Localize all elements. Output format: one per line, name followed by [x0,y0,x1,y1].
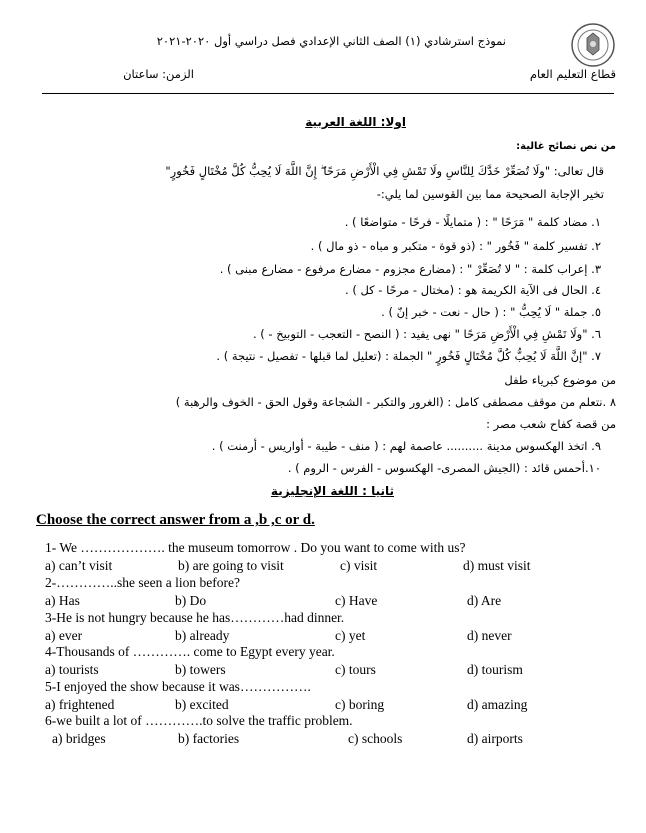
option-a: a) bridges [52,731,106,746]
arabic-question: ٥. جملة " لَا يُحِبُّ " : ( حال - نعت - خبر إنّ ) . [381,305,601,319]
arabic-question: ٣. إعراب كلمة : " لا تُصَعِّرْ " : (مضارع مجزوم - مضارع مرفوع - مضارع مبنى ) . [219,262,601,276]
arabic-section-title: اولا: اللغة العربية [305,115,406,129]
header-divider [42,93,614,94]
option-b: b) Do [175,593,207,608]
question-stem: 5-I enjoyed the show because it was……………. [45,679,311,694]
arabic-instruction: تخير الإجابة الصحيحة مما بين القوسين لما يلي:- [376,187,604,201]
option-c: c) boring [335,697,385,712]
option-a: a) Has [45,593,80,608]
arabic-question: ٢. تفسير كلمة " فَخُور " : (ذو قوة - متكبر و مباه - ذو مال ) . [310,239,601,253]
exam-duration: الزمن: ساعتان [123,67,194,81]
option-c: c) visit [340,558,378,573]
option-a: a) frightened [45,697,115,712]
option-b: b) excited [175,697,229,712]
option-a: a) can’t visit [45,558,113,573]
arabic-subtitle: من نص نصائح غالية: [516,141,616,152]
topic-line-2: من قصة كفاح شعب مصر : [486,417,616,431]
option-c: c) yet [335,628,366,643]
arabic-question: ١. مضاد كلمة " مَرَحًا " : ( متمايلًا - فرحًا - متواضعًا ) . [344,215,601,229]
option-d: d) must visit [463,558,531,573]
arabic-question-9: ٩. اتخذ الهكسوس مدينة .......... عاصمة لهم : ( منف - طيبة - أواريس - أرمنت ) . [211,439,601,453]
option-d: d) amazing [467,697,528,712]
question-stem: 2-…………..she seen a lion before? [45,575,240,590]
question-stem: 1- We ………………. the museum tomorrow . Do you want to come with us? [45,540,466,555]
ministry-seal-icon [570,22,616,68]
question-stem: 6-we built a lot of ………….to solve the traffic problem. [45,713,353,728]
sector-label: قطاع التعليم العام [529,67,616,81]
option-b: b) are going to visit [178,558,284,573]
option-c: c) Have [335,593,378,608]
arabic-question: ٧. "إنَّ اللَّهَ لَا يُحِبُّ كُلَّ مُخْتَالٍ فَخُورٍ " الجملة : (تعليل لما قبلها - تفصيل - نتيجة ) . [216,349,601,363]
arabic-question-8: ٨ .نتعلم من موقف مصطفى كامل : (الغرور والتكبر - الشجاعة وقول الحق - الخوف والرهبة ) [175,395,616,409]
topic-line: من موضوع كبرياء طفل [504,373,616,387]
option-d: d) airports [467,731,523,746]
option-c: c) tours [335,662,376,677]
option-b: b) towers [175,662,226,677]
option-c: c) schools [348,731,403,746]
english-instruction: Choose the correct answer from a ,b ,c or d. [36,512,315,528]
arabic-question-10: ١٠.أحمس قائد : (الجيش المصرى- الهكسوس - الفرس - الروم ) . [287,461,601,475]
option-d: d) never [467,628,512,643]
question-stem: 4-Thousands of …………. come to Egypt every year. [45,644,335,659]
english-section-title: ثانيا : اللغة الإنجليزية [270,484,394,498]
arabic-question: ٤. الحال فى الآية الكريمة هو : (مختال - مرحًا - كل ) . [345,283,601,297]
option-a: a) ever [45,628,83,643]
quran-verse: قال تعالى: "ولَا تُصَعِّرْ خَدَّكَ لِلنَّاسِ ولَا تَمْشِ فِي الْأَرْضِ مَرَحًا ۖ إِنَّ اللَّهَ لَا يُحِبُّ كُلَّ مُخْتَالٍ فَخُورٍ" [165,164,604,178]
option-d: d) tourism [467,662,523,677]
option-d: d) Are [467,593,502,608]
arabic-question: ٦. "ولَا تَمْشِ فِي الْأَرْضِ مَرَحًا " نهى يفيد : ( النصح - التعجب - التوبيخ - ) . [252,327,601,341]
option-b: b) factories [178,731,240,746]
option-a: a) tourists [45,662,99,677]
option-b: b) already [175,628,230,643]
exam-title: نموذج استرشادي (١) الصف الثاني الإعدادي فصل دراسي أول ٢٠٢٠-٢٠٢١ [156,34,506,48]
question-stem: 3-He is not hungry because he has…………had dinner. [45,610,345,625]
